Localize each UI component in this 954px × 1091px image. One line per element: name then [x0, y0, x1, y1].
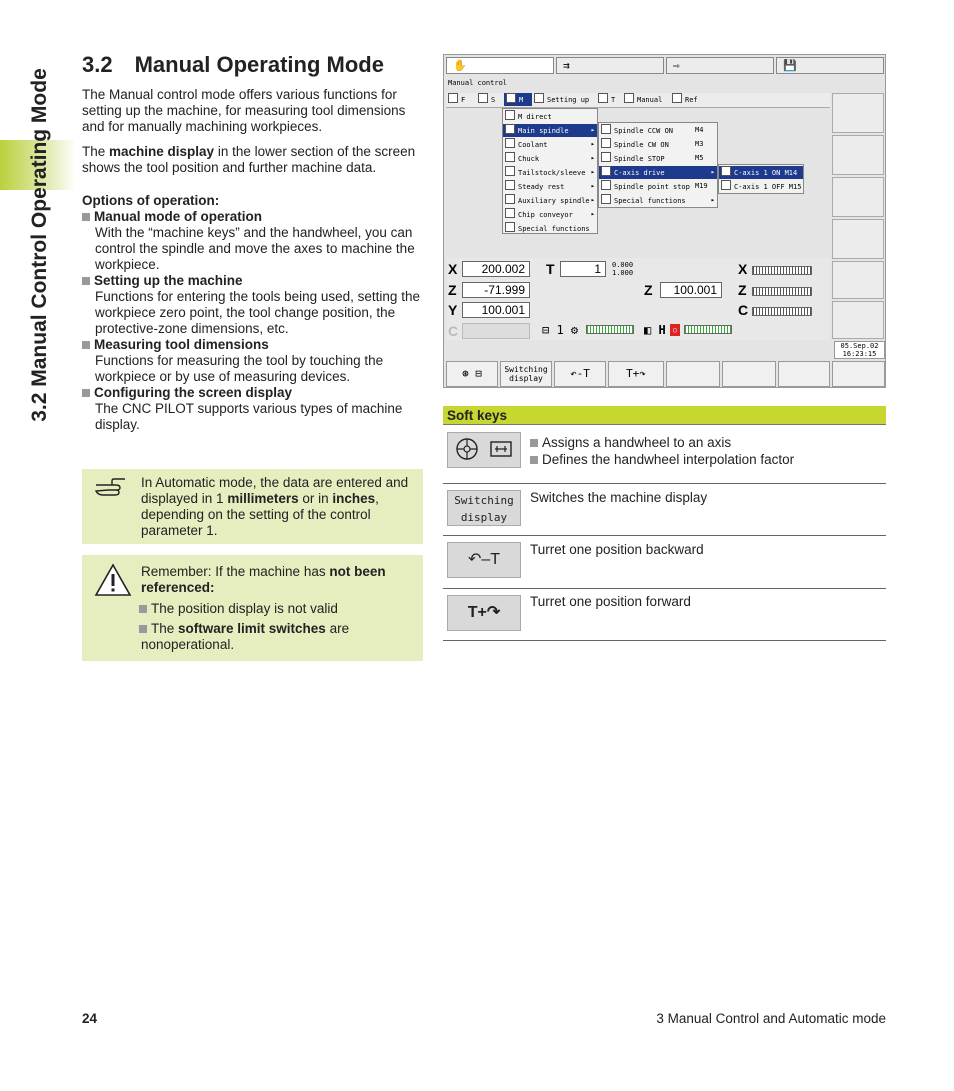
left-column	[82, 87, 424, 433]
menu-s[interactable]: S	[491, 96, 496, 104]
softkeys-header: Soft keys	[443, 406, 886, 425]
softkey-empty[interactable]	[666, 361, 720, 387]
spindle-icon: ⊟ 1 ⚙	[542, 323, 579, 337]
menu-item[interactable]: Tailstock/sleeve	[518, 169, 586, 177]
machine-screen	[443, 54, 886, 388]
tab-programming[interactable]: ⇨	[666, 57, 774, 74]
axis-z2-value: 100.001	[660, 282, 722, 298]
axis-x-value: 200.002	[462, 261, 530, 277]
menu-item[interactable]: Spindle STOP	[614, 155, 665, 163]
menu-item[interactable]: Chip conveyor	[518, 211, 573, 219]
warning-box	[82, 555, 423, 661]
handwheel-softkey[interactable]: ⊛ ⊟	[446, 361, 498, 387]
side-softkey[interactable]	[832, 135, 884, 175]
screen-title: Manual control	[448, 79, 508, 87]
side-softkey[interactable]	[832, 301, 884, 339]
switching-display-key-image: Switching display	[447, 490, 521, 526]
chapter-title: 3 Manual Control and Automatic mode	[656, 1011, 886, 1026]
menu-item[interactable]: Main spindle	[518, 127, 569, 135]
gauge-c	[752, 307, 812, 316]
softkey-description: Turret one position backward	[530, 542, 704, 557]
menu-manual[interactable]: Manual	[637, 96, 663, 104]
axis-y-value: 100.001	[462, 302, 530, 318]
warning-icon	[94, 563, 132, 597]
menu-item[interactable]: Spindle CCW ON	[614, 127, 674, 135]
softkey-row	[443, 536, 886, 589]
turret-back-key-image: ↶–T	[447, 542, 521, 578]
softkey-description: Assigns a handwheel to an axis Defines the handwheel interpolation factor	[530, 434, 794, 468]
option-text: Functions for measuring the tool by touching the workpiece or by use of measuring devices.	[95, 353, 384, 384]
softkey-empty[interactable]	[778, 361, 830, 387]
side-softkey[interactable]	[832, 177, 884, 217]
handwheel-key-image	[447, 432, 521, 468]
menu-item[interactable]: Special functions	[614, 197, 686, 205]
stop-icon: ○	[670, 324, 680, 336]
menu-item[interactable]: Steady rest	[518, 183, 565, 191]
feed-icon: ◧ H	[644, 323, 666, 337]
menu-f[interactable]: F	[461, 96, 466, 104]
turret-back-softkey[interactable]: ↶-T	[554, 361, 606, 387]
tab-manual[interactable]: ✋	[446, 57, 554, 74]
menu-t[interactable]: T	[611, 96, 616, 104]
menu-m[interactable]: M	[519, 96, 524, 104]
options-title: Options of operation:	[82, 193, 220, 208]
side-softkey[interactable]	[832, 261, 884, 299]
option-item: Configuring the screen display	[82, 385, 424, 401]
gauge-x	[752, 266, 812, 275]
feed-load-bar	[684, 325, 732, 334]
option-item: Setting up the machine	[82, 273, 424, 289]
side-tab: 3.2 Manual Control Operating Mode	[28, 68, 51, 422]
c-axis-menu	[718, 164, 804, 194]
switching-display-softkey[interactable]: Switching display	[500, 361, 552, 387]
turret-forward-softkey[interactable]: T+↷	[608, 361, 664, 387]
gauge-z	[752, 287, 812, 296]
intro-paragraph: The Manual control mode offers various functions for setting up the machine, for measuring tool dimensions and for manually machining workpieces.	[82, 87, 406, 134]
spindle-load-bar	[586, 325, 634, 334]
option-item: Manual mode of operation	[82, 209, 424, 225]
menu-setting-up[interactable]: Setting up	[547, 96, 590, 104]
menu-item[interactable]: Spindle CW ON	[614, 141, 669, 149]
date-time: 05.Sep.02 16:23:15	[834, 341, 885, 359]
menu-item[interactable]: Special functions	[518, 225, 590, 233]
machine-display: X 200.002 Z -71.999 Y 100.001 C T 1 0.000 1.000 Z 100.001 X Z C ⊟ 1 ⚙ ◧ H ○	[446, 258, 830, 340]
option-text: The CNC PILOT supports various types of machine display.	[95, 401, 403, 432]
menu-item[interactable]: C-axis drive	[614, 169, 665, 177]
pointing-hand-icon	[94, 477, 128, 497]
side-softkey[interactable]	[832, 219, 884, 259]
menu-item[interactable]: C-axis 1 OFF M15	[734, 183, 802, 191]
softkey-description: Switches the machine display	[530, 490, 708, 505]
option-text: Functions for entering the tools being used, setting the workpiece zero point, the tool change position, the protective-zone dimensions, etc.	[95, 289, 420, 336]
section-heading: 3.2 Manual Operating Mode	[82, 52, 384, 77]
menubar	[446, 93, 830, 108]
m-menu: M direct Main spindle ▸ Coolant ▸ Chuck ▸ Tailstock/sleeve ▸ Steady rest ▸ Auxiliary spindle ▸ Chip conveyor ▸ Special functions	[502, 108, 598, 234]
tool-number: 1	[560, 261, 606, 277]
page-number: 24	[82, 1011, 98, 1026]
softkey-row	[443, 589, 886, 641]
menu-ref[interactable]: Ref	[685, 96, 698, 104]
note-text: In Automatic mode, the data are entered and displayed in 1 millimeters or in inches, depending on the setting of the control parameter 1.	[141, 475, 409, 538]
menu-item[interactable]: Coolant	[518, 141, 548, 149]
warning-text: Remember: If the machine has not been referenced: The position display is not valid The software limit switches are nonoperational.	[141, 564, 386, 652]
axis-z-value: -71.999	[462, 282, 530, 298]
tab-automatic[interactable]: ⇉	[556, 57, 664, 74]
option-item: Measuring tool dimensions	[82, 337, 424, 353]
menu-item[interactable]: M direct	[518, 113, 552, 121]
menu-item[interactable]: Chuck	[518, 155, 540, 163]
menu-item[interactable]: C-axis 1 ON M14	[734, 169, 798, 177]
softkey-empty[interactable]	[722, 361, 776, 387]
menu-item[interactable]: Auxiliary spindle	[518, 197, 590, 205]
tab-files[interactable]: 💾	[776, 57, 884, 74]
menu-item[interactable]: Spindle point stop	[614, 183, 690, 191]
note-box	[82, 469, 423, 544]
turret-forward-key-image: T+↷	[447, 595, 521, 631]
option-text: With the “machine keys” and the handwheel, you can control the spindle and move the axes to machine the workpiece.	[95, 225, 415, 272]
display-paragraph: The machine display in the lower section of the screen shows the tool position and further machine data.	[82, 144, 416, 175]
spindle-menu: Spindle CCW ON M4 Spindle CW ON M3 Spindle STOP M5 C-axis drive ▸ Spindle point stop M19 Special functions ▸	[598, 122, 718, 208]
softkey-row	[443, 426, 886, 484]
softkey-row	[443, 484, 886, 536]
side-softkey[interactable]	[832, 93, 884, 133]
softkey-empty[interactable]	[832, 361, 885, 387]
softkey-description: Turret one position forward	[530, 594, 691, 609]
axis-c-value	[462, 323, 530, 339]
